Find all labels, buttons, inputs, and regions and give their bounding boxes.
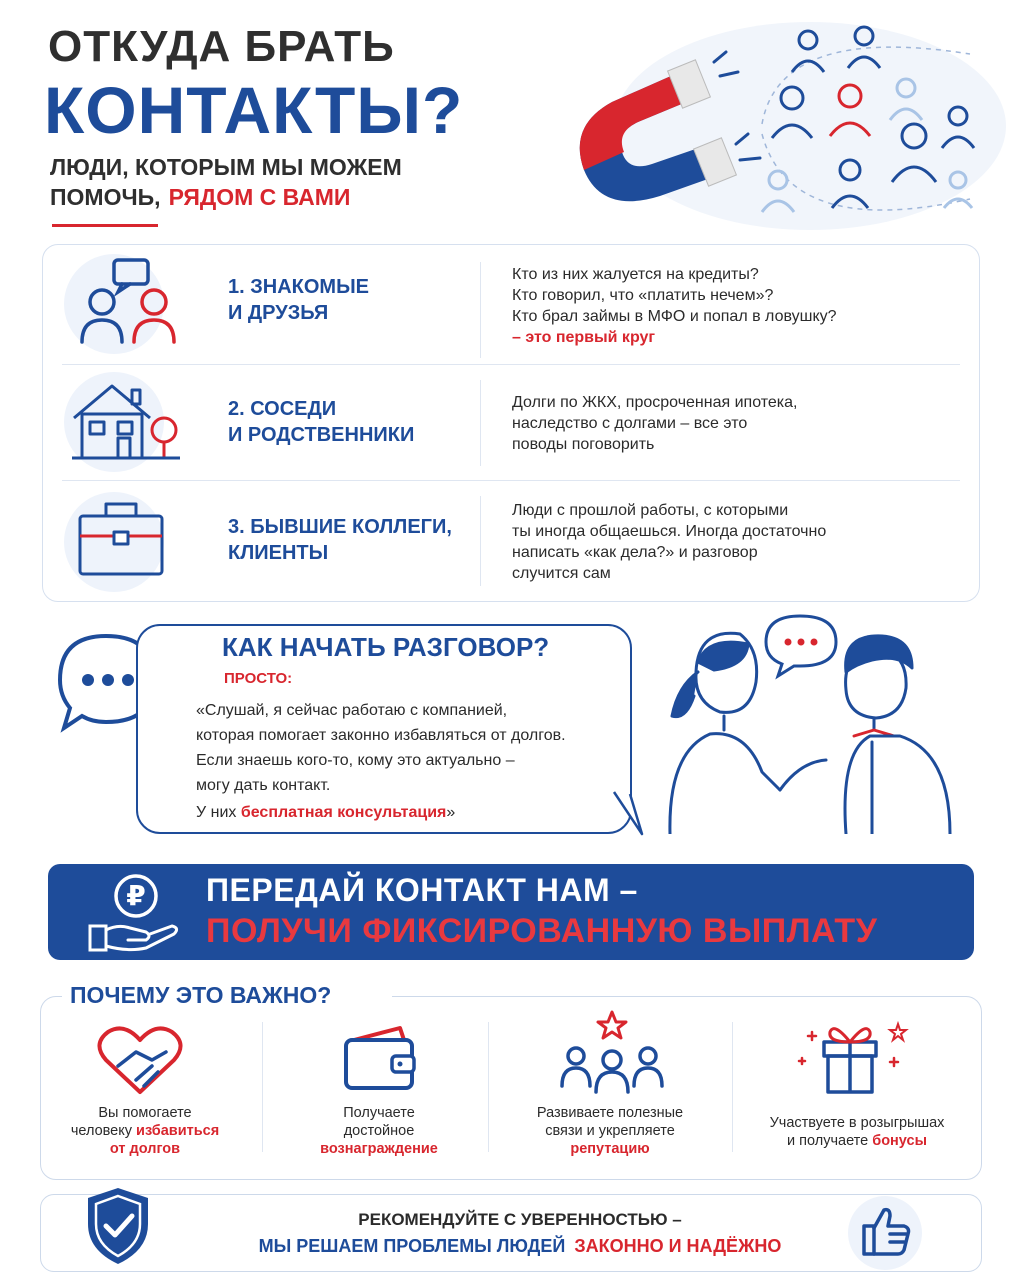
why-item-2-line: достойное	[343, 1123, 415, 1139]
why-item-1-line	[60, 1122, 230, 1140]
thumbs-up-icon	[860, 1204, 914, 1260]
quote-line: могу дать контакт.	[196, 777, 331, 794]
why-item-3-line: связи и укрепляете	[545, 1123, 675, 1139]
row-2-title-line-1: 2. СОСЕДИ	[228, 398, 337, 420]
bottom-box	[40, 1194, 982, 1272]
row-3-title	[228, 514, 452, 566]
group-star-icon	[554, 1010, 670, 1096]
row-2-text-line: поводы поговорить	[512, 436, 655, 453]
why-item-1-line: Вы помогаете	[98, 1105, 192, 1121]
title-underline	[52, 224, 158, 227]
row-3-text-line: Люди с прошлой работы, с которыми	[512, 502, 789, 519]
why-item-3-text	[512, 1104, 708, 1158]
illustration-background	[614, 22, 1006, 230]
ruble-icon: ₽	[126, 880, 146, 911]
quote-line: которая помогает законно избавляться от долгов.	[196, 727, 566, 744]
row-1-text	[512, 264, 837, 348]
row-1-text-accent: – это первый круг	[512, 329, 656, 346]
people-talking-illustration	[650, 612, 970, 834]
quote-last-accent: бесплатная консультация	[240, 804, 447, 821]
subtitle-plain: ПОМОЧЬ,	[50, 184, 161, 210]
row-1-title-line-1: 1. ЗНАКОМЫЕ	[228, 276, 369, 298]
row-3-text-line: написать «как дела?» и разговор	[512, 544, 758, 561]
banner-line-1: ПЕРЕДАЙ КОНТАКТ НАМ –	[206, 872, 638, 908]
why-item-4-text	[748, 1114, 966, 1150]
column-divider	[480, 380, 481, 466]
row-2-title-line-2: И РОДСТВЕННИКИ	[228, 424, 415, 446]
row-2-text-line: Долги по ЖКХ, просроченная ипотека,	[512, 394, 798, 411]
wallet-icon	[340, 1024, 420, 1094]
why-item-1-accent: избавиться	[136, 1123, 220, 1139]
why-divider	[262, 1022, 263, 1152]
row-3-title-line-1: 3. БЫВШИЕ КОЛЛЕГИ,	[228, 516, 452, 538]
why-item-4-plain: и получаете	[787, 1133, 869, 1149]
quote-last-line	[196, 804, 455, 822]
bottom-line-2-plain: МЫ РЕШАЕМ ПРОБЛЕМЫ ЛЮДЕЙ	[258, 1236, 566, 1256]
column-divider	[480, 262, 481, 358]
row-1-title-line-2: И ДРУЗЬЯ	[228, 302, 329, 324]
why-item-2-line: Получаете	[343, 1105, 415, 1121]
row-1-text-line: Кто брал займы в МФО и попал в ловушку?	[512, 308, 837, 325]
bottom-line-2-accent: ЗАКОННО И НАДЁЖНО	[574, 1236, 782, 1256]
subtitle-accent: РЯДОМ С ВАМИ	[168, 184, 351, 210]
heart-handshake-icon	[96, 1026, 186, 1098]
row-2-text	[512, 392, 798, 455]
magnet-people-illustration	[550, 14, 1010, 244]
conversation-label: ПРОСТО:	[224, 670, 293, 687]
why-divider	[488, 1022, 489, 1152]
row-2-text-line: наследство с долгами – все это	[512, 415, 748, 432]
why-item-1-accent-line: от долгов	[109, 1141, 181, 1157]
subtitle-line-1: ЛЮДИ, КОТОРЫМ МЫ МОЖЕМ	[50, 154, 402, 180]
man-figure	[845, 636, 950, 834]
title-line-1: ОТКУДА БРАТЬ	[48, 22, 395, 71]
why-item-4-line	[748, 1132, 966, 1150]
house-icon	[68, 378, 188, 468]
quote-last-end: »	[446, 804, 456, 821]
why-item-4-line: Участвуете в розыгрышах	[769, 1115, 945, 1131]
bubble-tail	[612, 790, 652, 840]
why-item-3-line: Развиваете полезные	[536, 1105, 684, 1121]
subtitle-line-2	[50, 184, 350, 211]
bottom-line-2	[180, 1236, 860, 1257]
gift-icon	[790, 1018, 910, 1098]
why-item-1-text	[60, 1104, 230, 1158]
conversation-title: КАК НАЧАТЬ РАЗГОВОР?	[222, 632, 550, 662]
quote-line: «Слушай, я сейчас работаю с компанией,	[196, 702, 508, 719]
row-3-text-line: случится сам	[512, 565, 611, 582]
row-divider	[62, 480, 960, 481]
row-3-text	[512, 500, 826, 584]
briefcase-icon	[76, 498, 166, 582]
quote-last-plain: У них	[196, 804, 237, 821]
small-speech-bubble-icon	[766, 616, 836, 676]
column-divider	[480, 496, 481, 586]
bottom-line-1: РЕКОМЕНДУЙТЕ С УВЕРЕННОСТЬЮ –	[358, 1210, 682, 1229]
row-3-text-line: ты иногда общаешься. Иногда достаточно	[512, 523, 827, 540]
title-line-2: КОНТАКТЫ?	[44, 73, 464, 147]
row-1-text-line: Кто говорил, что «платить нечем»?	[512, 287, 774, 304]
row-2-title	[228, 396, 414, 448]
banner-line-2: ПОЛУЧИ ФИКСИРОВАННУЮ ВЫПЛАТУ	[206, 912, 878, 950]
shield-check-icon	[82, 1184, 154, 1268]
why-item-4-accent: бонусы	[872, 1133, 927, 1149]
quote-line: Если знаешь кого-то, кому это актуально –	[196, 752, 515, 769]
row-3-title-line-2: КЛИЕНТЫ	[228, 542, 329, 564]
row-1-title	[228, 274, 369, 326]
why-item-2-accent-line: вознаграждение	[320, 1141, 438, 1157]
why-divider	[732, 1022, 733, 1152]
why-item-1-plain: человеку	[70, 1123, 132, 1139]
why-item-3-accent-line: репутацию	[570, 1141, 650, 1157]
why-item-2-text	[296, 1104, 462, 1158]
row-1-text-line: Кто из них жалуется на кредиты?	[512, 266, 759, 283]
friends-icon	[72, 256, 192, 352]
row-divider	[62, 364, 960, 365]
why-title: ПОЧЕМУ ЭТО ВАЖНО?	[70, 982, 332, 1008]
